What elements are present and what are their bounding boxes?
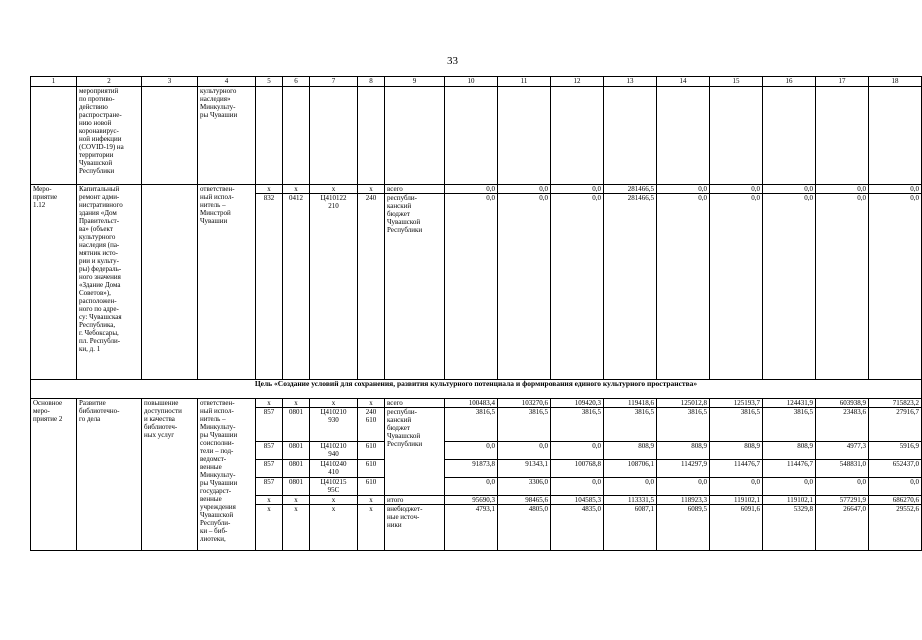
header-cell: 11 bbox=[498, 77, 551, 87]
value-cell: 0,0 bbox=[763, 185, 816, 194]
goal-row bbox=[31, 380, 922, 399]
value-cell: 0,0 bbox=[551, 478, 604, 496]
funding-source: всего bbox=[385, 185, 445, 194]
value-cell: 0,0 bbox=[551, 442, 604, 460]
value-cell: 124431,9 bbox=[763, 399, 816, 408]
cell: x bbox=[256, 399, 283, 408]
value-cell: 103270,6 bbox=[498, 399, 551, 408]
cell: x bbox=[283, 185, 310, 194]
value-cell: 26647,0 bbox=[816, 505, 869, 551]
value-cell: 0,0 bbox=[710, 194, 763, 380]
value-cell: 0,0 bbox=[869, 185, 922, 194]
value-cell: 6087,1 bbox=[604, 505, 657, 551]
value-cell: 23483,6 bbox=[816, 408, 869, 442]
value-cell: 109420,3 bbox=[551, 399, 604, 408]
value-cell: 603938,9 bbox=[816, 399, 869, 408]
cell: 0801 bbox=[283, 478, 310, 496]
header-cell: 10 bbox=[445, 77, 498, 87]
value-cell: 5916,9 bbox=[869, 442, 922, 460]
table-row bbox=[31, 185, 922, 194]
cell: 857 bbox=[256, 442, 283, 460]
value-cell: 27916,7 bbox=[869, 408, 922, 442]
value-cell: 808,9 bbox=[763, 442, 816, 460]
value-cell: 3306,0 bbox=[498, 478, 551, 496]
cell: 0801 bbox=[283, 460, 310, 478]
funding-source: всего bbox=[385, 399, 445, 408]
cell: x bbox=[256, 505, 283, 551]
cell: Ц410210 940 bbox=[310, 442, 358, 460]
value-cell: 125193,7 bbox=[710, 399, 763, 408]
header-cell: 12 bbox=[551, 77, 604, 87]
cell: x bbox=[358, 496, 385, 505]
cell: x bbox=[283, 505, 310, 551]
value-cell: 4835,0 bbox=[551, 505, 604, 551]
cell: x bbox=[310, 185, 358, 194]
header-cell: 14 bbox=[657, 77, 710, 87]
value-cell: 114476,7 bbox=[710, 460, 763, 478]
measure-name: Капитальный ремонт адми- нистративного здания «Дом Правительст- ва» (объект культурного наследия (па- мятник исто- рии и культу- ры) федераль- ного значения «Здание Дома Советов»), расположен- ного по адре- су: Чувашская Республика, г. Чебоксары, пл. Республи- ки, д. 1 bbox=[77, 185, 142, 380]
value-cell: 91343,1 bbox=[498, 460, 551, 478]
cell: x bbox=[283, 496, 310, 505]
value-cell: 0,0 bbox=[498, 185, 551, 194]
value-cell: 0,0 bbox=[710, 185, 763, 194]
value-cell: 3816,5 bbox=[445, 408, 498, 442]
cell: x bbox=[358, 505, 385, 551]
cell: 240 610 bbox=[358, 408, 385, 442]
value-cell: 4977,3 bbox=[816, 442, 869, 460]
value-cell: 0,0 bbox=[551, 185, 604, 194]
header-cell: 4 bbox=[198, 77, 256, 87]
value-cell: 113331,5 bbox=[604, 496, 657, 505]
cell: 0801 bbox=[283, 442, 310, 460]
header-row bbox=[31, 77, 922, 87]
value-cell: 808,9 bbox=[604, 442, 657, 460]
value-cell: 91873,8 bbox=[445, 460, 498, 478]
header-cell: 7 bbox=[310, 77, 358, 87]
value-cell: 0,0 bbox=[445, 194, 498, 380]
cell: Ц410210 930 bbox=[310, 408, 358, 442]
header-cell: 16 bbox=[763, 77, 816, 87]
value-cell: 0,0 bbox=[816, 194, 869, 380]
executor: ответствен- ный испол- нитель – Минкульту- ры Чувашии соисполни- тели – под- ведомст- венные Минкульту- ры Чувашии государст- венные учреждения Чувашской Республи- ки – биб- лиотеки, bbox=[198, 399, 256, 551]
value-cell: 0,0 bbox=[816, 478, 869, 496]
header-cell: 2 bbox=[77, 77, 142, 87]
value-cell: 281466,5 bbox=[604, 194, 657, 380]
value-cell: 119102,1 bbox=[763, 496, 816, 505]
value-cell: 119418,6 bbox=[604, 399, 657, 408]
value-cell: 3816,5 bbox=[710, 408, 763, 442]
measure-number: Меро- приятие 1.12 bbox=[31, 185, 77, 380]
value-cell: 0,0 bbox=[498, 442, 551, 460]
measure-name: Развитие библиотечно- го дела bbox=[77, 399, 142, 551]
header-cell: 17 bbox=[816, 77, 869, 87]
measure-number: Основное меро- приятие 2 bbox=[31, 399, 77, 551]
value-cell: 0,0 bbox=[657, 478, 710, 496]
value-cell: 95690,3 bbox=[445, 496, 498, 505]
value-cell: 715823,2 bbox=[869, 399, 922, 408]
cell: 610 bbox=[358, 460, 385, 478]
value-cell: 3816,5 bbox=[657, 408, 710, 442]
value-cell: 686270,6 bbox=[869, 496, 922, 505]
cell: x bbox=[358, 399, 385, 408]
funding-source: итого bbox=[385, 496, 445, 505]
header-cell: 3 bbox=[142, 77, 198, 87]
funding-source: республи- канский бюджет Чувашской Республики bbox=[385, 408, 445, 496]
value-cell: 548831,0 bbox=[816, 460, 869, 478]
cell: x bbox=[310, 505, 358, 551]
value-cell: 4805,0 bbox=[498, 505, 551, 551]
value-cell: 0,0 bbox=[498, 194, 551, 380]
value-cell: 0,0 bbox=[657, 194, 710, 380]
value-cell: 0,0 bbox=[445, 442, 498, 460]
page-number: 33 bbox=[447, 55, 458, 67]
header-cell: 15 bbox=[710, 77, 763, 87]
value-cell: 98465,6 bbox=[498, 496, 551, 505]
cell: 857 bbox=[256, 460, 283, 478]
value-cell: 125012,8 bbox=[657, 399, 710, 408]
cell: Ц410215 95С bbox=[310, 478, 358, 496]
cell: 240 bbox=[358, 194, 385, 380]
value-cell: 0,0 bbox=[869, 194, 922, 380]
header-cell: 5 bbox=[256, 77, 283, 87]
header-cell: 9 bbox=[385, 77, 445, 87]
cell: 0412 bbox=[283, 194, 310, 380]
value-cell: 0,0 bbox=[869, 478, 922, 496]
value-cell: 0,0 bbox=[551, 194, 604, 380]
value-cell: 4793,1 bbox=[445, 505, 498, 551]
value-cell: 114476,7 bbox=[763, 460, 816, 478]
measure-name: мероприятий по противо- действию распростране- нию новой коронавирус- ной инфекции (COVID-19) на территории Чувашской Республики bbox=[77, 87, 142, 185]
table-row bbox=[31, 87, 922, 185]
header-cell: 8 bbox=[358, 77, 385, 87]
value-cell: 0,0 bbox=[816, 185, 869, 194]
cell: 832 bbox=[256, 194, 283, 380]
goal-title: Цель «Создание условий для сохранения, развития культурного потенциала и формирования единого культурного пространства» bbox=[31, 380, 922, 399]
value-cell: 808,9 bbox=[710, 442, 763, 460]
value-cell: 3816,5 bbox=[604, 408, 657, 442]
cell: 0801 bbox=[283, 408, 310, 442]
value-cell: 0,0 bbox=[763, 478, 816, 496]
value-cell: 652437,0 bbox=[869, 460, 922, 478]
value-cell: 3816,5 bbox=[551, 408, 604, 442]
header-cell: 6 bbox=[283, 77, 310, 87]
table-row bbox=[31, 399, 922, 408]
value-cell: 0,0 bbox=[710, 478, 763, 496]
value-cell: 0,0 bbox=[657, 185, 710, 194]
value-cell: 119102,1 bbox=[710, 496, 763, 505]
value-cell: 29552,6 bbox=[869, 505, 922, 551]
measure-goal: повышение доступности и качества библиотеч- ных услуг bbox=[142, 399, 198, 551]
header-cell: 13 bbox=[604, 77, 657, 87]
value-cell: 0,0 bbox=[604, 478, 657, 496]
value-cell: 0,0 bbox=[763, 194, 816, 380]
value-cell: 5329,8 bbox=[763, 505, 816, 551]
cell: x bbox=[256, 185, 283, 194]
cell: 610 bbox=[358, 478, 385, 496]
cell: 857 bbox=[256, 408, 283, 442]
value-cell: 104585,3 bbox=[551, 496, 604, 505]
executor: ответствен- ный испол- нитель – Минстрой Чувашии bbox=[198, 185, 256, 380]
value-cell: 0,0 bbox=[445, 478, 498, 496]
cell: Ц410122 210 bbox=[310, 194, 358, 380]
budget-table bbox=[30, 76, 922, 551]
header-cell: 1 bbox=[31, 77, 77, 87]
cell: x bbox=[283, 399, 310, 408]
funding-source: республи- канский бюджет Чувашской Республики bbox=[385, 194, 445, 380]
cell: x bbox=[358, 185, 385, 194]
value-cell: 6091,6 bbox=[710, 505, 763, 551]
value-cell: 0,0 bbox=[445, 185, 498, 194]
value-cell: 100483,4 bbox=[445, 399, 498, 408]
value-cell: 3816,5 bbox=[498, 408, 551, 442]
cell: 610 bbox=[358, 442, 385, 460]
value-cell: 114297,9 bbox=[657, 460, 710, 478]
value-cell: 577291,9 bbox=[816, 496, 869, 505]
value-cell: 118923,3 bbox=[657, 496, 710, 505]
value-cell: 100768,8 bbox=[551, 460, 604, 478]
value-cell: 808,9 bbox=[657, 442, 710, 460]
executor: культурного наследия» Минкульту- ры Чувашии bbox=[198, 87, 256, 185]
cell: x bbox=[310, 496, 358, 505]
cell: Ц410240 410 bbox=[310, 460, 358, 478]
value-cell: 281466,5 bbox=[604, 185, 657, 194]
cell: x bbox=[310, 399, 358, 408]
header-cell: 18 bbox=[869, 77, 922, 87]
value-cell: 3816,5 bbox=[763, 408, 816, 442]
cell: x bbox=[256, 496, 283, 505]
value-cell: 108706,1 bbox=[604, 460, 657, 478]
funding-source: внебюджет- ные источ- ники bbox=[385, 505, 445, 551]
value-cell: 6089,5 bbox=[657, 505, 710, 551]
cell: 857 bbox=[256, 478, 283, 496]
